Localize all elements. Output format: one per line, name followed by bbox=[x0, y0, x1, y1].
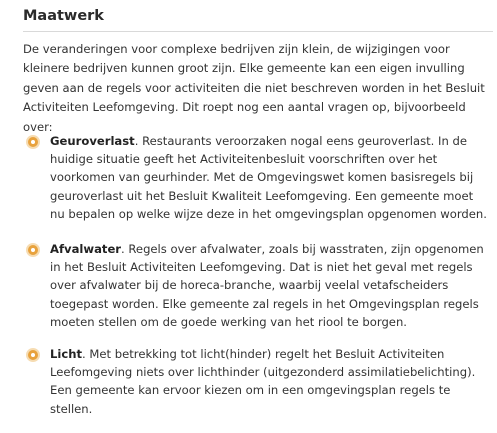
orange-bullet-icon bbox=[26, 348, 40, 362]
list-item-licht bbox=[50, 345, 491, 418]
list-item-afvalwater bbox=[50, 240, 491, 331]
list-item-term: Geuroverlast bbox=[50, 134, 135, 148]
list-item-text: . Met betrekking tot licht(hinder) regelt het Besluit Activiteiten Leefomgeving niets over lichthinder (uitgezonderd assimilatiebelichting). Een gemeente kan ervoor kiezen om in een omgevingsplan regels te stellen. bbox=[50, 347, 476, 416]
orange-bullet-icon bbox=[26, 135, 40, 149]
list-item-text: . Restaurants veroorzaken nogal eens geuroverlast. In de huidige situatie geeft het Activiteitenbesluit voorschriften over het voorkomen van geurhinder. Met de Omgevingswet komen basisregels bij geuroverlast uit het Besluit Kwaliteit Leefomgeving. Een gemeente moet nu bepalen op welke wijze deze in het omgevingsplan opgenomen worden. bbox=[50, 134, 487, 221]
section-title: Maatwerk bbox=[23, 8, 104, 24]
intro-paragraph: De veranderingen voor complexe bedrijven zijn klein, de wijzigingen voor kleinere bedrijven kunnen groot zijn. Elke gemeente kan een eigen invulling geven aan de regels voor activiteiten die niet beschreven worden in het Besluit Activiteiten Leefomgeving. Dit roept nog een aantal vragen op, bijvoorbeeld over: bbox=[23, 42, 485, 134]
orange-bullet-icon bbox=[26, 243, 40, 257]
list-item-text: . Regels over afvalwater, zoals bij wasstraten, zijn opgenomen in het Besluit Activiteiten Leefomgeving. Dat is niet het geval met regels over afvalwater bij de horeca-branche, waarbij veelal vetafscheiders toegepast worden. Elke gemeente zal regels in het Omgevingsplan regels moeten stellen om de goede werking van het riool te borgen. bbox=[50, 242, 484, 329]
list-item-geuroverlast bbox=[50, 132, 491, 223]
list-item-term: Licht bbox=[50, 347, 83, 361]
title-divider bbox=[23, 31, 493, 32]
list-item-term: Afvalwater bbox=[50, 242, 122, 256]
